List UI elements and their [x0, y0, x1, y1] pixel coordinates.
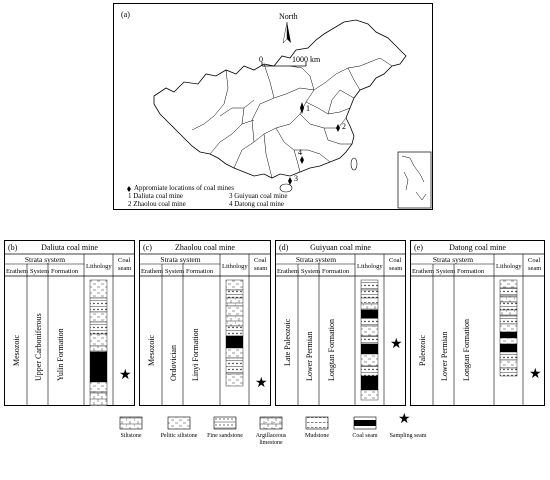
- system-header: System: [436, 268, 456, 275]
- legend-swatch-pelitic-siltstone: [168, 417, 190, 429]
- lithology-header: Lithology: [222, 263, 248, 270]
- erathem-header: Erathem: [141, 268, 164, 275]
- lithology-layer-fine: [361, 280, 378, 290]
- map-panel-label: (a): [121, 10, 130, 19]
- scale-end-label: 1000 km: [292, 55, 321, 64]
- lithology-header: Lithology: [357, 263, 383, 270]
- lithology-layer-pel: [361, 390, 378, 400]
- scale-start-label: 0: [259, 55, 263, 64]
- legend-label-mudstone: Mudstone: [305, 433, 329, 439]
- lithology-header: Lithology: [496, 263, 522, 270]
- column-panel-label: (e): [414, 243, 423, 252]
- formation-header: Formation: [186, 268, 214, 275]
- map-panel: [113, 3, 433, 210]
- legend-swatch-mudstone: [306, 417, 328, 429]
- lithology-layer-silt: [500, 296, 517, 302]
- column-grid: [275, 240, 406, 406]
- erathem-value: Late Paleozoic: [283, 318, 292, 366]
- lithology-layer-coal: [361, 344, 378, 354]
- system-value: Lower Permian: [440, 331, 449, 381]
- mine-marker-4: [300, 156, 304, 164]
- lithology-layer-coal: [500, 332, 517, 338]
- map-legend-item-2: 2 Zhaolou coal mine: [128, 200, 186, 208]
- coal-header: Coal: [118, 257, 131, 264]
- lithology-layer-fine: [361, 290, 378, 298]
- strata-system-header: Strata system: [295, 255, 337, 264]
- seam-header: seam: [389, 265, 403, 272]
- mine-number-3: 3: [294, 174, 298, 183]
- column-grid: [410, 240, 545, 406]
- lithology-layer-coal: [90, 352, 107, 382]
- legend-swatch-fine-sandstone: [214, 417, 236, 429]
- legend-swatch-coal-seam: [354, 420, 376, 426]
- lithology-layer-pel: [226, 374, 243, 386]
- lithology-layer-silt: [500, 310, 517, 316]
- system-header: System: [165, 268, 185, 275]
- formation-header: Formation: [322, 268, 350, 275]
- legend-label-sampling-seam: Sampling seam: [389, 433, 427, 439]
- seam-header: seam: [118, 265, 132, 272]
- lithology-layer-pel: [90, 334, 107, 346]
- formation-header: Formation: [457, 268, 485, 275]
- lithology-stack: [361, 280, 378, 400]
- legend-label-pelitic-siltstone: Pelitic siltstone: [160, 433, 198, 439]
- strata-system-header: Strata system: [432, 255, 474, 264]
- lithology-layer-fine: [226, 326, 243, 336]
- system-value: Upper Carboniferous: [34, 313, 43, 381]
- mine-marker-1: [300, 102, 304, 114]
- lithology-layer-mud: [361, 298, 378, 304]
- legend-swatch-siltstone: [120, 417, 142, 429]
- lithology-layer-silt: [226, 298, 243, 306]
- lithology-layer-coal: [361, 376, 378, 390]
- formation-value: Longtan Formation: [327, 319, 336, 381]
- lithology-layer-arg: [90, 346, 107, 352]
- erathem-header: Erathem: [277, 268, 300, 275]
- legend-label-fine-sandstone: Fine sandstone: [207, 433, 243, 439]
- mine-marker-2: [336, 124, 340, 132]
- lithology-layer-pel: [361, 326, 378, 336]
- lithology-layer-pel: [90, 280, 107, 298]
- map-legend-item-3: 3 Guiyuan coal mine: [229, 192, 288, 200]
- china-map: [114, 4, 434, 211]
- sampling-seam-star: ★: [255, 376, 268, 391]
- map-legend-item-4: 4 Datong coal mine: [229, 200, 285, 208]
- erathem-value: Paleozoic: [418, 334, 427, 366]
- column-panel-c: [139, 240, 271, 406]
- lithology-layer-pel: [500, 338, 517, 344]
- map-legend-item-1: 1 Daliuta coal mine: [128, 192, 184, 200]
- coal-header: Coal: [528, 257, 541, 264]
- column-panel-e: [410, 240, 545, 406]
- column-panel-label: (c): [143, 243, 152, 252]
- legend-label-coal-seam: Coal seam: [352, 433, 378, 439]
- column-panel-label: (b): [8, 243, 18, 252]
- mine-number-2: 2: [342, 122, 346, 131]
- lithology-layer-pel: [500, 324, 517, 332]
- legend-label-argillaceous-limestone: Argillaceous limestone: [255, 433, 287, 446]
- system-value: Lower Permian: [305, 331, 314, 381]
- lithology-layer-silt: [361, 304, 378, 310]
- lithology-layer-fine: [90, 298, 107, 312]
- column-mine-name: Daliuta coal mine: [41, 243, 98, 252]
- lithology-stack: [90, 280, 107, 406]
- lithology-layer-pel: [226, 280, 243, 290]
- legend-sampling-star: ★: [398, 412, 411, 427]
- map-legend-title: Appromiate locations of coal mines: [134, 184, 234, 192]
- lithology-layer-fine: [500, 368, 517, 376]
- sampling-seam-star: ★: [529, 367, 542, 382]
- legend-swatch-argillaceous-limestone: [260, 417, 282, 429]
- lithology-header: Lithology: [86, 263, 112, 270]
- lithology-stack: [500, 280, 517, 376]
- sampling-seam-star: ★: [119, 368, 132, 383]
- mine-number-4: 4: [298, 148, 302, 157]
- system-value: Ordovician: [169, 345, 178, 381]
- lithology-layer-pel: [361, 354, 378, 366]
- lithology-layer-coal: [226, 336, 243, 348]
- erathem-header: Erathem: [412, 268, 435, 275]
- china-outline: [154, 20, 406, 178]
- lithology-layer-silt: [226, 316, 243, 326]
- lithology-layer-coal: [500, 344, 517, 352]
- lithology-layer-fine: [500, 288, 517, 296]
- inset-frame: [398, 152, 431, 208]
- strata-system-header: Strata system: [160, 255, 201, 264]
- coal-header: Coal: [389, 257, 402, 264]
- column-panel-d: [275, 240, 406, 406]
- formation-value: Linyi Formation: [191, 328, 200, 381]
- column-mine-name: Zhaolou coal mine: [175, 243, 235, 252]
- seam-header: seam: [528, 265, 542, 272]
- formation-value: Longtan Formation: [462, 319, 471, 381]
- lithology-layer-fine: [226, 358, 243, 374]
- lithology-layer-pel: [226, 348, 243, 358]
- lithology-layer-fine: [361, 336, 378, 344]
- column-panel-label: (d): [279, 243, 289, 252]
- lithology-layer-fine: [226, 290, 243, 298]
- lithology-layer-fine: [361, 318, 378, 326]
- system-header: System: [30, 268, 50, 275]
- mine-number-1: 1: [306, 104, 310, 113]
- lithology-layer-coal: [361, 310, 378, 318]
- seam-header: seam: [254, 265, 268, 272]
- lithology-layer-arg: [90, 392, 107, 406]
- erathem-header: Erathem: [6, 268, 29, 275]
- legend-label-siltstone: Siltstone: [120, 433, 142, 439]
- lithology-stack: [226, 280, 243, 386]
- lithology-layer-fine: [90, 322, 107, 334]
- mine-marker-3: [288, 177, 292, 185]
- lithology-layer-pel: [500, 360, 517, 368]
- column-grid: [139, 240, 271, 406]
- erathem-value: Mesozoic: [147, 334, 156, 366]
- north-label: North: [279, 12, 298, 21]
- north-arrow: [283, 22, 291, 43]
- sampling-seam-star: ★: [390, 337, 403, 352]
- column-mine-name: Guiyuan coal mine: [310, 243, 371, 252]
- column-panel-b: [4, 240, 135, 406]
- lithology-layer-pel: [500, 280, 517, 288]
- column-mine-name: Datong coal mine: [449, 243, 506, 252]
- strata-system-header: Strata system: [24, 255, 66, 264]
- formation-value: Yulin Formation: [56, 328, 65, 381]
- lithology-layer-fine: [500, 302, 517, 310]
- lithology-layer-fine: [361, 366, 378, 376]
- lithology-layer-pel: [226, 306, 243, 316]
- lithology-legend: [110, 412, 440, 475]
- lithology-layer-pel: [90, 312, 107, 322]
- lithology-layer-fine: [500, 352, 517, 360]
- mine-markers: [288, 102, 340, 185]
- erathem-value: Mesozoic: [12, 334, 21, 366]
- formation-header: Formation: [51, 268, 79, 275]
- lithology-layer-pel: [90, 382, 107, 392]
- column-grid: [4, 240, 135, 406]
- system-header: System: [301, 268, 321, 275]
- coal-header: Coal: [254, 257, 267, 264]
- lithology-layer-fine: [500, 316, 517, 324]
